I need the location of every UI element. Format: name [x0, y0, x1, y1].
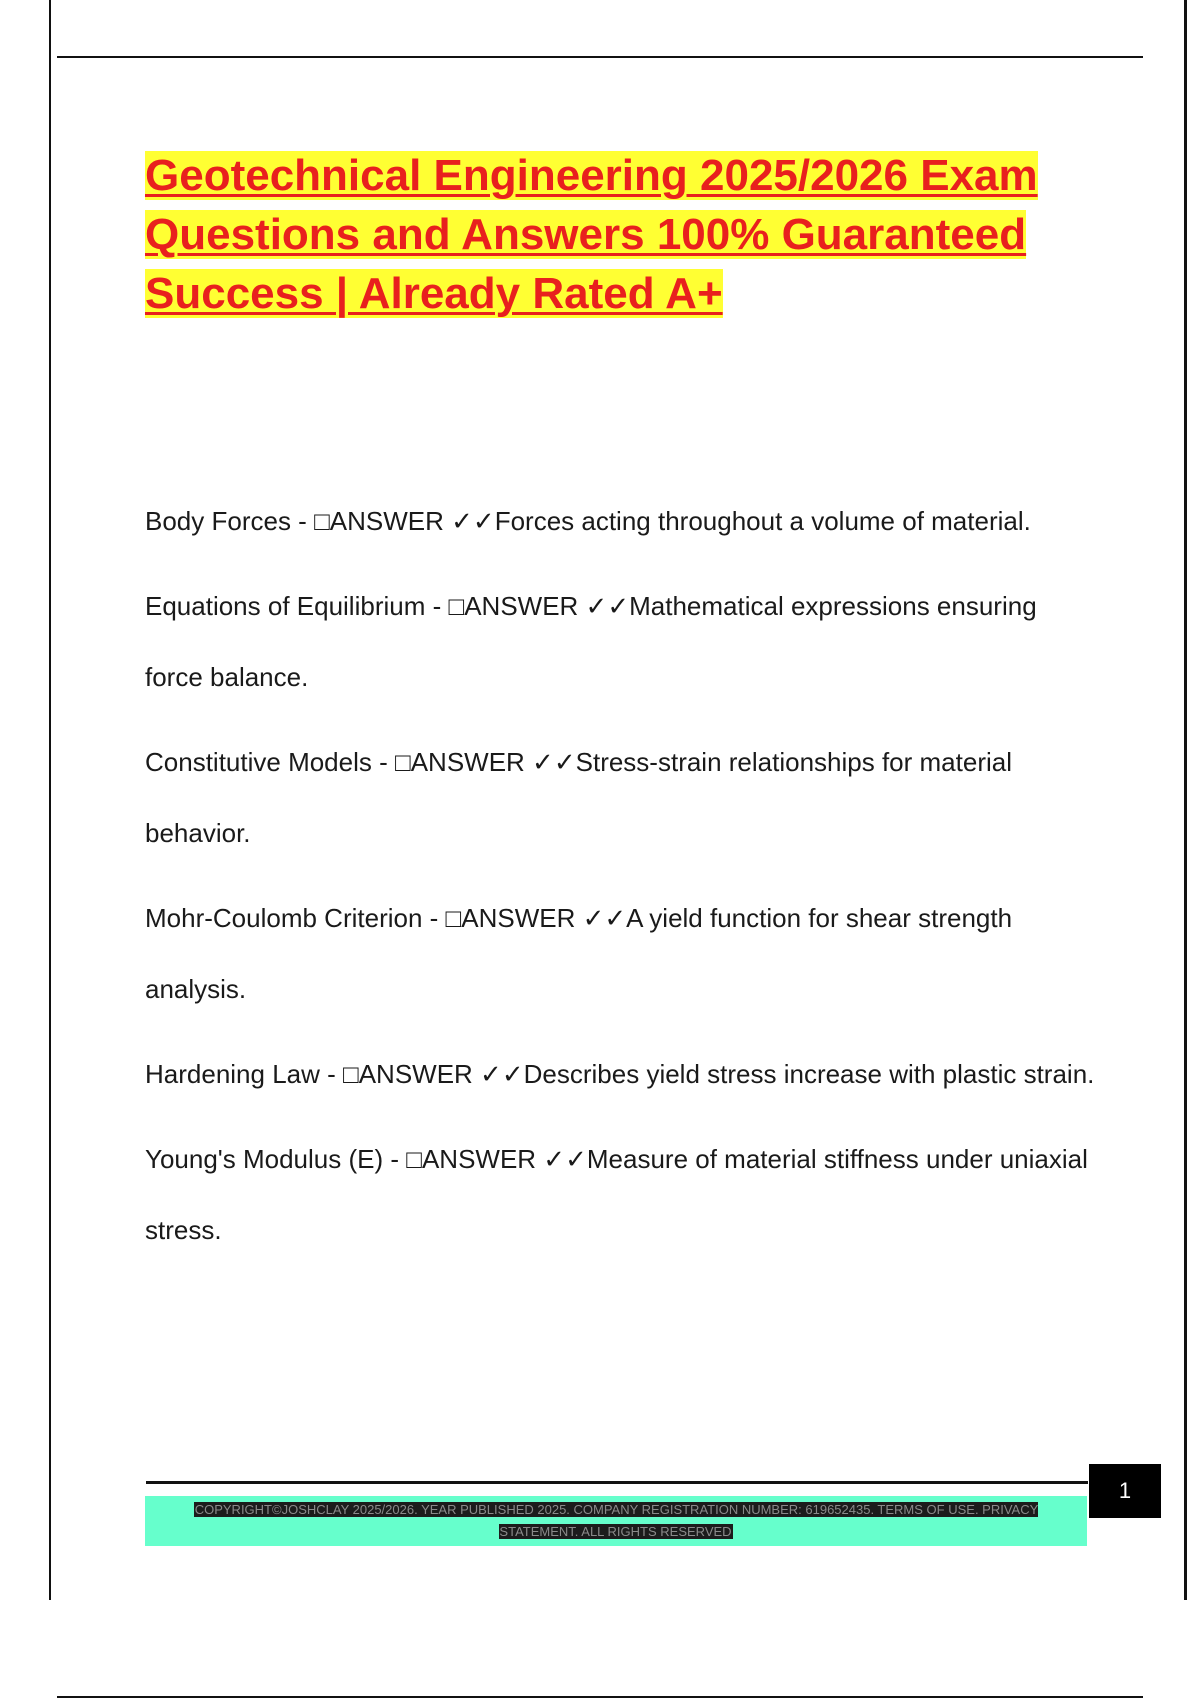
qa-item — [145, 883, 1095, 1025]
qa-term: Body Forces — [145, 506, 291, 536]
qa-item — [145, 1124, 1095, 1266]
document-title — [145, 146, 1105, 323]
qa-term: Young's Modulus (E) — [145, 1144, 384, 1174]
footer-rule — [146, 1481, 1088, 1484]
qa-definition: Stress-strain relationships for material behavior. — [145, 747, 1013, 848]
answer-marker: □ANSWER ✓✓ — [445, 903, 627, 933]
qa-item — [145, 486, 1095, 557]
qa-term: Equations of Equilibrium — [145, 591, 426, 621]
qa-definition: Mathematical expressions ensuring force balance. — [145, 591, 1037, 692]
qa-list — [145, 486, 1095, 1280]
qa-term: Mohr-Coulomb Criterion — [145, 903, 423, 933]
document-title-text: Geotechnical Engineering 2025/2026 Exam Questions and Answers 100% Guaranteed Success | Already Rated A+ — [145, 151, 1038, 318]
qa-separator: - — [425, 591, 449, 621]
qa-item — [145, 571, 1095, 713]
qa-definition: A yield function for shear strength analysis. — [145, 903, 1013, 1004]
qa-separator: - — [290, 506, 315, 536]
bottom-rule — [57, 1696, 1143, 1698]
page-border-left — [49, 0, 51, 1600]
answer-marker: □ANSWER ✓✓ — [314, 506, 495, 536]
answer-marker: □ANSWER ✓✓ — [343, 1059, 524, 1089]
answer-marker: □ANSWER ✓✓ — [448, 591, 630, 621]
qa-separator: - — [422, 903, 446, 933]
header-rule — [57, 56, 1143, 58]
qa-definition: Measure of material stiffness under uniaxial stress. — [145, 1144, 1088, 1245]
footer-copyright-band — [145, 1496, 1087, 1546]
page-number: 1 — [1089, 1464, 1161, 1518]
answer-marker: □ANSWER ✓✓ — [395, 747, 576, 777]
footer-copyright-text: COPYRIGHT©JOSHCLAY 2025/2026. YEAR PUBLISHED 2025. COMPANY REGISTRATION NUMBER: 619652435. TERMS OF USE. PRIVACY STATEMENT. ALL RIGHTS RESERVED — [194, 1502, 1039, 1539]
qa-definition: Describes yield stress increase with plastic strain. — [523, 1059, 1095, 1089]
qa-item — [145, 727, 1095, 869]
qa-separator: - — [383, 1144, 407, 1174]
answer-marker: □ANSWER ✓✓ — [406, 1144, 587, 1174]
qa-term: Constitutive Models — [145, 747, 372, 777]
qa-item — [145, 1039, 1095, 1110]
qa-definition: Forces acting throughout a volume of material. — [494, 506, 1031, 536]
qa-separator: - — [319, 1059, 343, 1089]
page-border-right — [1184, 0, 1187, 1600]
qa-term: Hardening Law — [145, 1059, 320, 1089]
qa-separator: - — [371, 747, 395, 777]
